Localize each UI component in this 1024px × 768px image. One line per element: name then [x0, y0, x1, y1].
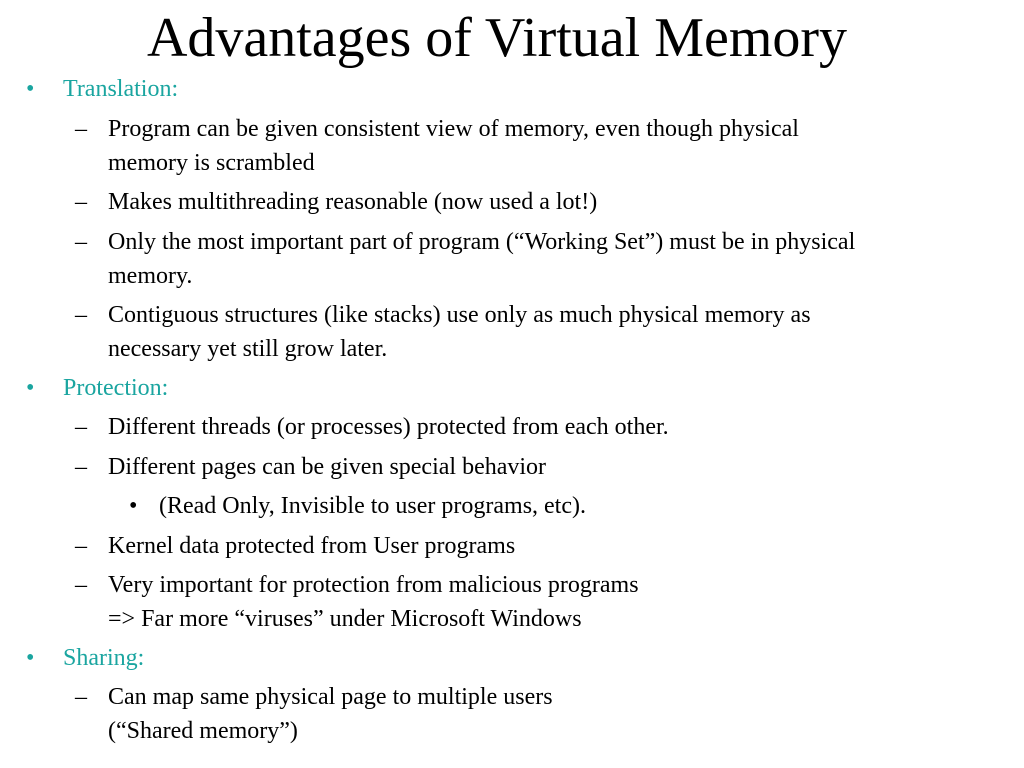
dash-marker: –	[75, 116, 87, 142]
dash-marker: –	[75, 533, 87, 559]
list-item-line: Can map same physical page to multiple users	[108, 684, 553, 710]
dash-marker: –	[75, 189, 87, 215]
list-item-line: Kernel data protected from User programs	[108, 533, 516, 559]
bullet-marker: •	[26, 76, 35, 102]
section-heading-translation: Translation:	[63, 76, 179, 102]
list-item-line: Makes multithreading reasonable (now used a lot!)	[108, 189, 598, 215]
dash-marker: –	[75, 414, 87, 440]
list-item-line: Different threads (or processes) protected from each other.	[108, 414, 669, 440]
list-item-line: => Far more “viruses” under Microsoft Windows	[108, 606, 582, 632]
sub-list-item-line: (Read Only, Invisible to user programs, etc).	[159, 493, 586, 519]
list-item-line: memory.	[108, 263, 193, 289]
slide-title: Advantages of Virtual Memory	[146, 7, 848, 69]
sub-bullet-marker: •	[129, 493, 138, 519]
bullet-marker: •	[26, 645, 35, 671]
list-item-line: Very important for protection from malicious programs	[108, 572, 639, 598]
section-heading-protection: Protection:	[63, 375, 169, 401]
dash-marker: –	[75, 454, 87, 480]
list-item-line: Only the most important part of program (“Working Set”) must be in physical	[108, 229, 856, 255]
list-item-line: (“Shared memory”)	[108, 718, 298, 744]
list-item-line: Contiguous structures (like stacks) use only as much physical memory as	[108, 302, 811, 328]
list-item-line: necessary yet still grow later.	[108, 336, 388, 362]
list-item-line: memory is scrambled	[108, 150, 315, 176]
dash-marker: –	[75, 572, 87, 598]
dash-marker: –	[75, 229, 87, 255]
section-heading-sharing: Sharing:	[63, 645, 145, 671]
list-item-line: Program can be given consistent view of memory, even though physical	[108, 116, 799, 142]
list-item-line: Different pages can be given special behavior	[108, 454, 547, 480]
dash-marker: –	[75, 684, 87, 710]
bullet-marker: •	[26, 375, 35, 401]
dash-marker: –	[75, 302, 87, 328]
